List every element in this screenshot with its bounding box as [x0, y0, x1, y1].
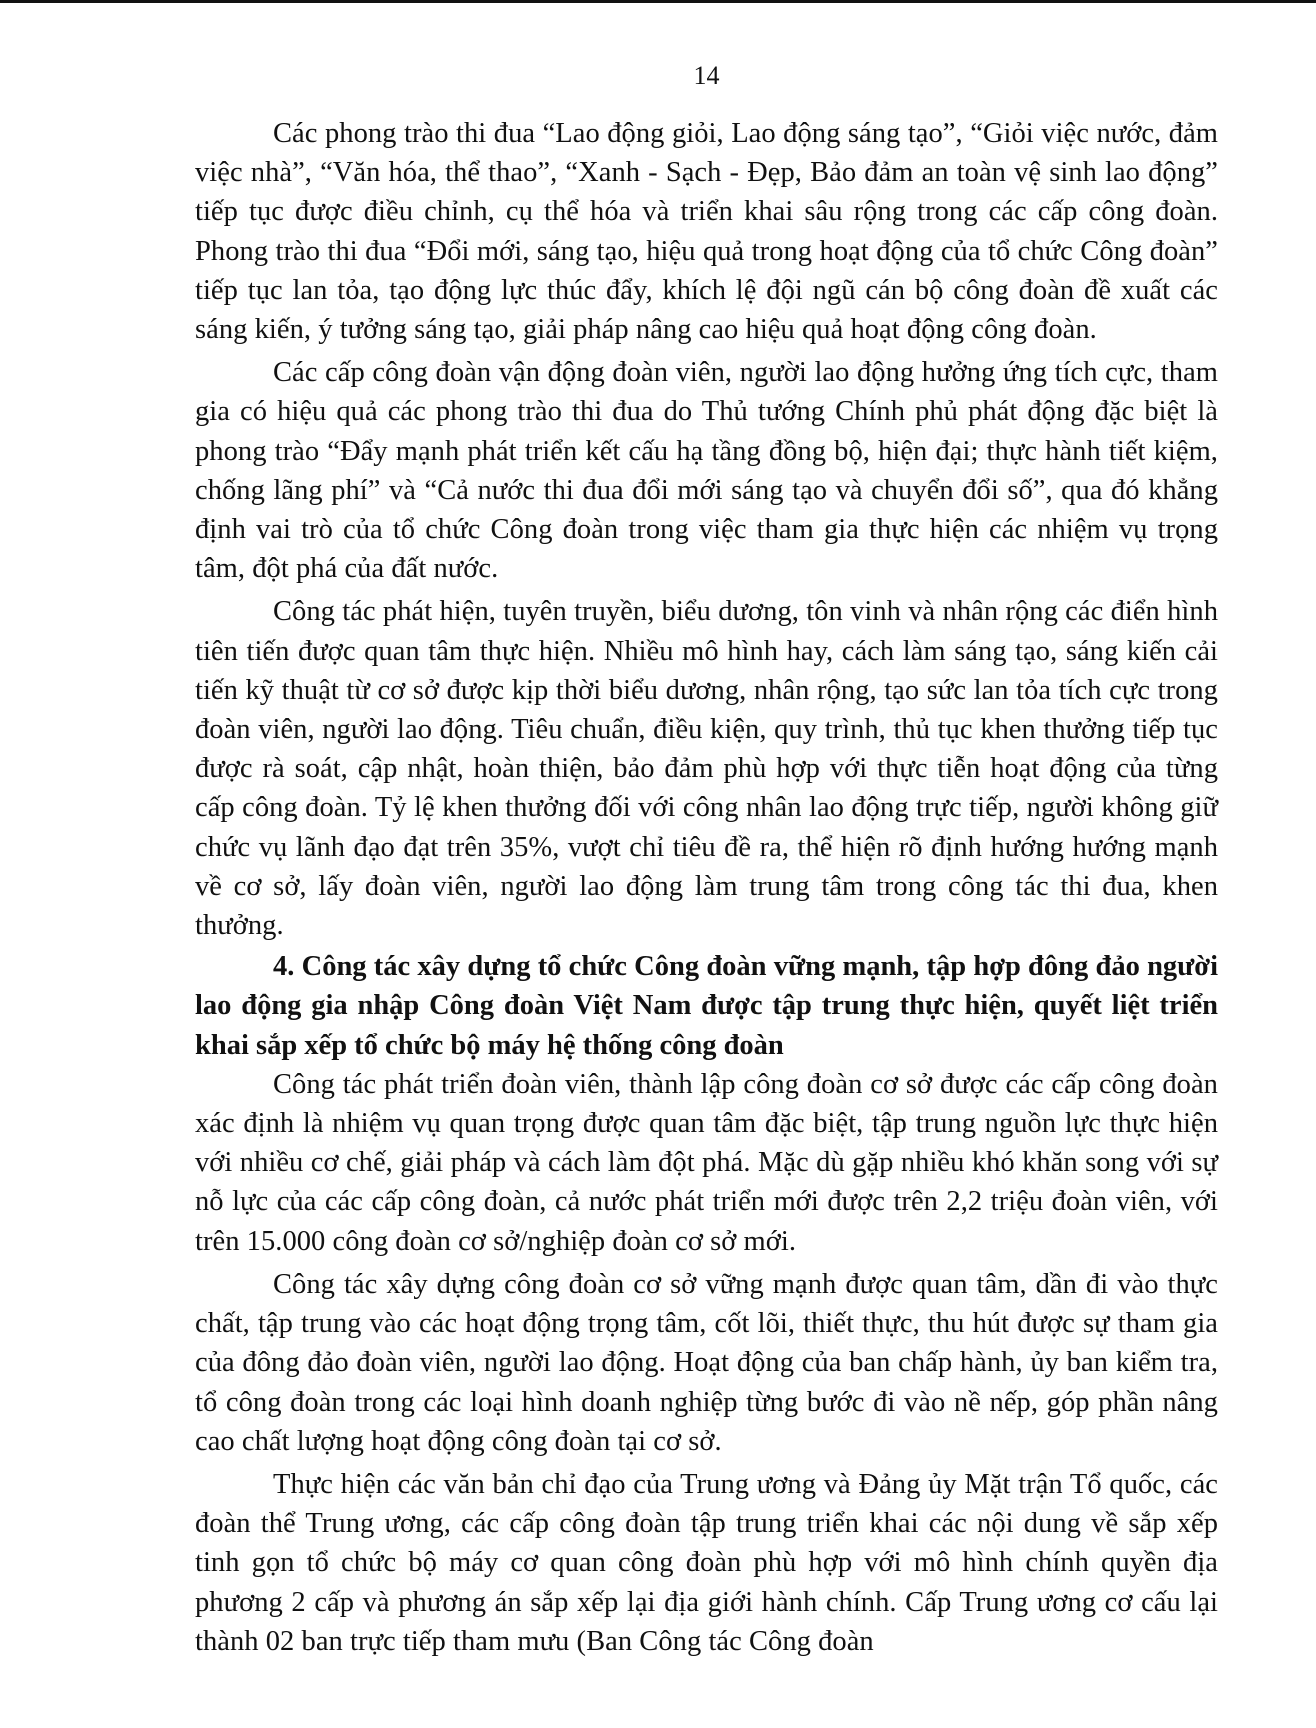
page-number: 14 [693, 61, 720, 90]
document-page [195, 58, 1218, 1661]
top-border-line [0, 0, 1316, 3]
paragraph-emulation-movements: Các phong trào thi đua “Lao động giỏi, Lao động sáng tạo”, “Giỏi việc nước, đảm việc nhà”, “Văn hóa, thể thao”, “Xanh - Sạch - Đẹp, Bảo đảm an toàn vệ sinh lao động” tiếp tục được điều chỉnh, cụ thể hóa và triển khai sâu rộng trong các cấp công đoàn. Phong trào thi đua “Đổi mới, sáng tạo, hiệu quả trong hoạt động của tổ chức Công đoàn” tiếp tục lan tỏa, tạo động lực thúc đẩy, khích lệ đội ngũ cán bộ công đoàn đề xuất các sáng kiến, ý tưởng sáng tạo, giải pháp nâng cao hiệu quả hoạt động công đoàn. [195, 118, 1218, 346]
paragraph-union-mobilization: Các cấp công đoàn vận động đoàn viên, người lao động hưởng ứng tích cực, tham gia có hiệu quả các phong trào thi đua do Thủ tướng Chính phủ phát động đặc biệt là phong trào “Đẩy mạnh phát triển kết cấu hạ tầng đồng bộ, hiện đại; thực hành tiết kiệm, chống lãng phí” và “Cả nước thi đua đổi mới sáng tạo và chuyển đổi số”, qua đó khẳng định vai trò của tổ chức Công đoàn trong việc tham gia thực hiện các nhiệm vụ trọng tâm, đột phá của đất nước. [195, 357, 1218, 585]
paragraph-commendation-work: Công tác phát hiện, tuyên truyền, biểu dương, tôn vinh và nhân rộng các điển hình tiên tiến được quan tâm thực hiện. Nhiều mô hình hay, cách làm sáng tạo, sáng kiến cải tiến kỹ thuật từ cơ sở được kịp thời biểu dương, nhân rộng, tạo sức lan tỏa tích cực trong đoàn viên, người lao động. Tiêu chuẩn, điều kiện, quy trình, thủ tục khen thưởng tiếp tục được rà soát, cập nhật, hoàn thiện, bảo đảm phù hợp với thực tiễn hoạt động của từng cấp công đoàn. Tỷ lệ khen thưởng đối với công nhân lao động trực tiếp, người không giữ chức vụ lãnh đạo đạt trên 35%, vượt chỉ tiêu đề ra, thể hiện rõ định hướng hướng mạnh về cơ sở, lấy đoàn viên, người lao động làm trung tâm trong công tác thi đua, khen thưởng. [195, 596, 1218, 942]
paragraph-organizational-restructuring: Thực hiện các văn bản chỉ đạo của Trung ương và Đảng ủy Mặt trận Tổ quốc, các đoàn thể Trung ương, các cấp công đoàn tập trung triển khai các nội dung về sắp xếp tinh gọn tổ chức bộ máy cơ quan công đoàn phù hợp với mô hình chính quyền địa phương 2 cấp và phương án sắp xếp lại địa giới hành chính. Cấp Trung ương cơ cấu lại thành 02 ban trực tiếp tham mưu (Ban Công tác Công đoàn [195, 1468, 1218, 1657]
section-heading-4: 4. Công tác xây dựng tổ chức Công đoàn vững mạnh, tập hợp đông đảo người lao động gia nhập Công đoàn Việt Nam được tập trung thực hiện, quyết liệt triển khai sắp xếp tổ chức bộ máy hệ thống công đoàn [195, 951, 1218, 1061]
paragraph-grassroots-union: Công tác xây dựng công đoàn cơ sở vững mạnh được quan tâm, dần đi vào thực chất, tập trung vào các hoạt động trọng tâm, cốt lõi, thiết thực, thu hút được sự tham gia của đông đảo đoàn viên, người lao động. Hoạt động của ban chấp hành, ủy ban kiểm tra, tổ công đoàn trong các loại hình doanh nghiệp từng bước đi vào nề nếp, góp phần nâng cao chất lượng hoạt động công đoàn tại cơ sở. [195, 1268, 1218, 1457]
paragraph-member-development: Công tác phát triển đoàn viên, thành lập công đoàn cơ sở được các cấp công đoàn xác định là nhiệm vụ quan trọng được quan tâm đặc biệt, tập trung nguồn lực thực hiện với nhiều cơ chế, giải pháp và cách làm đột phá. Mặc dù gặp nhiều khó khăn song với sự nỗ lực của các cấp công đoàn, cả nước phát triển mới được trên 2,2 triệu đoàn viên, với trên 15.000 công đoàn cơ sở/nghiệp đoàn cơ sở mới. [195, 1068, 1218, 1257]
